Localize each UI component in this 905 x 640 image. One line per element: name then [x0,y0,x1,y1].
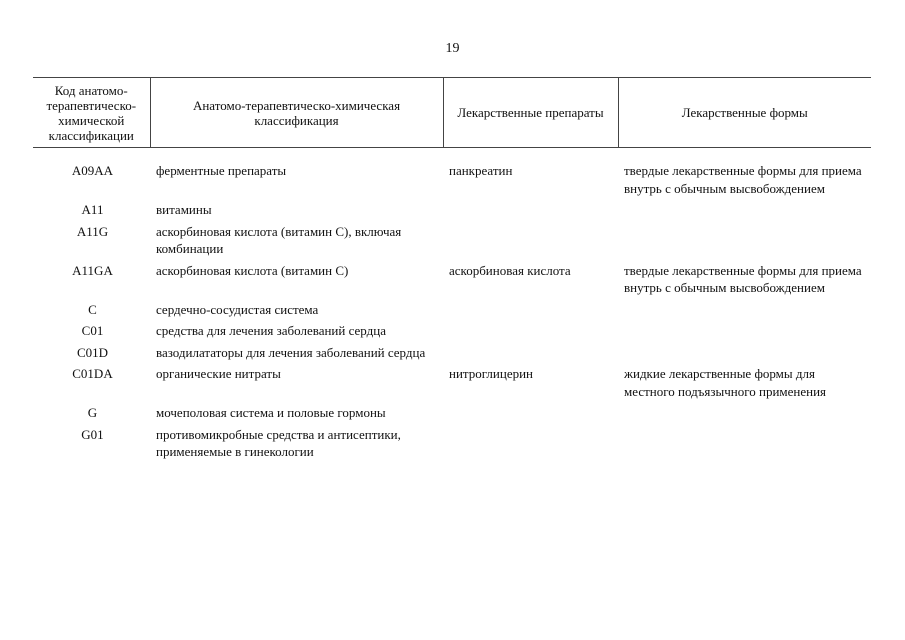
drug-cell [443,322,618,344]
dosage-form-cell [618,344,871,366]
classification-cell: мочеполовая система и половые гормоны [156,405,386,420]
dosage-form-cell [618,426,871,465]
atc-code-cell: C01 [81,323,104,338]
dosage-form-cell: твердые лекарственные формы для приема внутрь с обычным высвобождением [624,163,862,196]
atc-table [33,77,871,465]
classification-cell: витамины [156,202,212,217]
atc-code-cell: G [87,405,98,420]
drug-cell [443,404,618,426]
atc-code-cell: A09AA [71,163,114,178]
classification-cell: органические нитраты [156,366,281,381]
drug-cell [443,201,618,223]
atc-code-cell: A11GA [72,262,113,278]
table-row [33,148,871,202]
drug-cell: аскорбиновая кислота [449,262,571,278]
dosage-form-cell [618,322,871,344]
header-atc-code: Код анатомо-терапевтическо-химической классификации [33,78,150,148]
classification-cell: аскорбиновая кислота (витамин С), включая комбинации [156,223,402,256]
classification-cell: аскорбиновая кислота (витамин С) [156,262,349,278]
drug-cell [443,344,618,366]
table-row [33,365,871,404]
dosage-form-cell [618,223,871,262]
drug-cell [443,301,618,323]
header-row [33,78,871,148]
drug-cell: панкреатин [449,163,513,178]
table-body [33,148,871,465]
table-row [33,301,871,323]
atc-code-cell: C01D [76,344,109,360]
table-row [33,404,871,426]
table-row [33,223,871,262]
atc-code-cell: G01 [81,426,104,442]
table-row [33,322,871,344]
drug-cell: нитроглицерин [449,366,534,381]
atc-code-cell: A11G [76,223,109,239]
dosage-form-cell [618,301,871,323]
table-row [33,262,871,301]
dosage-form-cell [618,404,871,426]
header-drugs: Лекарственные препараты [443,78,618,148]
classification-cell: вазодилататоры для лечения заболеваний сердца [156,344,426,360]
atc-code-cell: C [88,301,97,317]
classification-cell: средства для лечения заболеваний сердца [156,323,386,338]
drug-cell [443,223,618,262]
classification-cell: сердечно-сосудистая система [156,301,319,317]
table-header [33,78,871,148]
drug-cell [443,426,618,465]
header-dosage-forms: Лекарственные формы [618,78,871,148]
dosage-form-cell: жидкие лекарственные формы для местного подъязычного применения [624,366,827,399]
table-row [33,344,871,366]
classification-cell: противомикробные средства и антисептики, применяемые в гинекологии [156,426,401,459]
dosage-form-cell [618,201,871,223]
page-number: 19 [445,41,460,56]
classification-cell: ферментные препараты [156,163,287,178]
atc-code-cell: C01DA [72,366,113,381]
dosage-form-cell: твердые лекарственные формы для приема внутрь с обычным высвобождением [624,262,862,295]
table-row [33,426,871,465]
atc-code-cell: A11 [81,202,104,217]
header-atc-classification: Анатомо-терапевтическо-химическая классификация [150,78,443,148]
table-row [33,201,871,223]
